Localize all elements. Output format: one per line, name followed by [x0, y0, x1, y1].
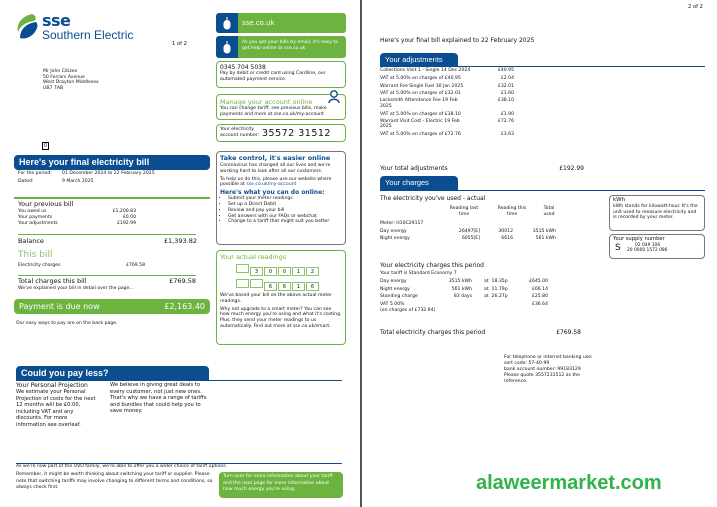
row-value: £32.01 — [497, 83, 514, 89]
address-line: West Drayton Middlesex — [43, 80, 99, 85]
projection-title: Your Personal Projection — [16, 382, 88, 389]
total-label: Total electricity charges this period — [380, 329, 486, 336]
readings-box — [216, 250, 346, 345]
kwh-text: kWh stands for kilowatt-hour. It's the unit used to measure electricity and is recorded by your meter. — [613, 203, 698, 221]
due-value: £2,163.40 — [164, 302, 205, 311]
reading-digit: 0 — [264, 267, 277, 276]
take-control-p2 — [220, 177, 342, 189]
divider — [18, 275, 196, 276]
amount: £645.00 — [529, 278, 548, 284]
usage-row — [380, 229, 580, 235]
total-label: Total charges this bill — [18, 277, 87, 285]
reading-digit: 0 — [278, 267, 291, 276]
row-value: £192.99 — [117, 220, 136, 226]
mouse-icon — [216, 36, 238, 58]
phone-note: Pay by debit or credit card using Cardline, our automated payment service. — [220, 71, 326, 82]
period-title: Your electricity charges this period — [380, 262, 484, 269]
period-total-row — [380, 329, 581, 336]
row-value: £40.95 — [497, 68, 514, 73]
page-number: 1 of 2 — [172, 41, 187, 47]
period-label: For the period: — [18, 171, 52, 176]
reading-digit: 6 — [278, 282, 291, 291]
brand-logo — [14, 12, 133, 42]
tariff-name: Your tariff is Standard Economy 7 — [380, 271, 457, 276]
payment-due-banner — [14, 299, 210, 314]
row-label: VAT at 5.00% on charges of £72.76 — [380, 132, 461, 138]
qty: 83 days — [453, 294, 472, 300]
recipient-address — [43, 69, 99, 91]
row-label: Night energy — [380, 236, 410, 242]
sse-logo-icon — [14, 12, 40, 42]
reading-digit: 2 — [306, 267, 319, 276]
adjustment-row — [380, 132, 514, 138]
take-control-box — [216, 151, 346, 245]
row-label: Day energy — [380, 278, 407, 284]
adjustment-row — [380, 76, 514, 82]
amount: £66.14 — [531, 286, 548, 292]
this-bill-title: This bill — [18, 250, 53, 260]
deals-text: We believe in giving great deals to every customer, not just new ones. That's why we have a range of tariffs and bundles that could help you to save money. — [110, 382, 207, 414]
row-label: Warrant Visit Cost - Electric 19 Feb 2025 — [380, 118, 460, 130]
previous-row — [18, 221, 136, 227]
email-note: As you get your bills by email, it's easy to get help online at sse.co.uk — [238, 36, 346, 58]
col-header: Total used — [543, 206, 555, 217]
row-value: £1.90 — [500, 111, 514, 117]
online-list — [220, 196, 342, 225]
bill-title: Here's your final electricity bill — [14, 155, 210, 170]
adjustment-row — [380, 84, 514, 90]
brand-name: sse — [42, 11, 71, 30]
vat-value: £36.64 — [531, 302, 548, 308]
my-account-link[interactable]: sse.co.uk/my-account — [246, 182, 297, 188]
row-label: Warrant Fee Single Fuel 30 Jan 2025 — [380, 83, 464, 89]
mouse-icon — [216, 13, 238, 33]
electricity-charges-row — [18, 263, 145, 269]
row-value: £1,200.83 — [112, 209, 136, 214]
total-label: Your total adjustments — [380, 165, 448, 172]
supply-line1: 02 049 106 — [635, 242, 661, 248]
supply-number-box — [609, 234, 705, 259]
row-value: £72.76 — [497, 118, 514, 124]
bill-period — [18, 171, 208, 185]
supply-line2: 20 0000 1572 086 — [627, 248, 668, 254]
readings-note1: We've based your bill on the above actual meter readings. — [220, 293, 332, 304]
manage-title: Manage your account online — [220, 98, 313, 106]
used-title: The electricity you've used - actual — [380, 195, 486, 202]
turn-over-banner: Turn over for more information about your tariff and the next page for more information about how much energy you're using. — [219, 472, 343, 498]
marker-box: 0 — [43, 143, 48, 149]
phone-box — [216, 61, 346, 88]
row-label: You owed us — [18, 209, 47, 214]
charges-table — [380, 271, 580, 314]
dated-label: Dated: — [18, 178, 34, 184]
row-label: Your adjustments — [18, 220, 58, 226]
row-label: Your payments — [18, 214, 53, 220]
total-value: £769.58 — [169, 277, 196, 285]
balance-label: Balance — [18, 237, 44, 245]
bank-line: For telephone or internet banking use: — [504, 355, 593, 360]
bank-line: Please quote 3557231512 as the reference. — [504, 373, 580, 384]
page2-heading: Here's your final bill explained to 22 February 2025 — [380, 37, 535, 44]
balance-row — [18, 237, 197, 245]
row-label: Day energy — [380, 229, 407, 235]
usage-table — [380, 206, 580, 242]
row-value: £3.63 — [500, 132, 514, 138]
row-value: £1.60 — [500, 91, 514, 97]
phone-number[interactable]: 0345 704 5038 — [220, 64, 266, 71]
bank-line: sort code: 57-40-99 — [504, 361, 550, 366]
previous-title: Your previous bill — [18, 200, 74, 208]
row-label: Collections Visit 1 - Single 14 Dec 2024 — [380, 68, 471, 73]
divider — [380, 190, 705, 191]
address-line: UB7 7AB — [43, 85, 64, 91]
website-link[interactable]: sse.co.uk — [238, 13, 346, 33]
qty: 3515 kWh — [448, 278, 472, 284]
reading-digit: 1 — [292, 282, 305, 291]
green-divider — [14, 197, 210, 199]
adjustment-row — [380, 119, 514, 131]
total-adjustments-row — [380, 165, 584, 172]
readings-note2: Why not upgrade to a smart meter? You can see how much energy you're using and what it's costing. Plus, they send your meter readings to us automatically. Find out more at sse.co.uk/smart. — [220, 306, 342, 329]
adjustment-row — [380, 98, 514, 110]
period-value: 01 December 2024 to 22 February 2025 — [62, 171, 155, 176]
reading-digit — [236, 279, 249, 288]
divider — [380, 66, 705, 67]
address-line: 50 Ferrars Avenue — [43, 74, 85, 80]
total-charges-row — [18, 277, 196, 285]
rate: at 18.35p — [484, 278, 508, 284]
charge-row — [380, 279, 580, 285]
this-reading: 6616 — [501, 236, 513, 242]
kwh-info-box — [609, 195, 705, 231]
row-value: £38.10 — [497, 98, 514, 104]
dated-value: 9 March 2025 — [62, 178, 94, 184]
ovo-note: As we're now part of the OVO family, we're able to offer you a wider choice of tariff options. — [16, 464, 228, 469]
projection-section — [16, 382, 98, 428]
charge-row — [380, 287, 580, 293]
email-banner — [216, 36, 346, 58]
supply-title: Your supply number — [613, 236, 665, 242]
reading-digit — [236, 264, 249, 273]
row-label: VAT at 5.00% on charges of £40.95 — [380, 75, 461, 81]
account-number: 35572 31512 — [262, 127, 331, 139]
due-label: Payment is due now — [19, 302, 100, 311]
p2-text: To help us do this, please use our website where possible at — [220, 176, 332, 188]
balance-value: £1,393.82 — [163, 237, 197, 245]
vat-sub: (on charges of £732.94) — [380, 307, 436, 313]
charges-title: Your charges — [380, 176, 458, 190]
take-control-title: Take control, it's easier online — [220, 154, 331, 162]
used-value: 561 kWh — [535, 236, 556, 242]
supply-letter: S — [615, 243, 621, 254]
list-item: • Get answers with our FAQs or webchat — [228, 214, 342, 220]
projection-text: We estimate your Personal Projection of costs for the next 12 months will be £0.00, including VAT and any discounts. For more information see overleaf. — [16, 389, 96, 428]
row-label: Standing charge — [380, 294, 418, 300]
list-item: • Set up a Direct Debit — [228, 202, 342, 208]
row-label: Night energy — [380, 286, 410, 292]
kwh-title: kWh — [613, 197, 626, 203]
reading-row-2 — [236, 279, 342, 291]
used-value: 3515 kWh — [532, 229, 556, 235]
pay-note: Our easy ways to pay are on the back page. — [16, 321, 118, 326]
page-divider — [360, 0, 362, 507]
rate: at 26.27p — [484, 294, 508, 300]
last-reading: 6055[E] — [461, 236, 480, 242]
row-value: £769.58 — [126, 263, 145, 268]
explained-note: We've explained your bill in detail over the page... — [18, 286, 134, 291]
adjustment-row — [380, 68, 514, 74]
readings-title: Your actual readings — [220, 253, 287, 261]
row-label: Electricity charges — [18, 263, 61, 268]
manage-text: You can change tariff, see previous bills, make payments and more at sse.co.uk/my-account — [220, 106, 327, 117]
take-control-p1: Coronavirus has changed all our lives and we're working hard to look after all our customers. — [220, 163, 331, 174]
row-label: VAT at 5.00% on charges of £38.10 — [380, 111, 461, 117]
list-item: • Change to a tariff that might suit you better — [228, 219, 342, 225]
row-label: Locksmith Attendance Fee 19 Feb 2025 — [380, 98, 458, 109]
adjustment-row — [380, 112, 514, 118]
reading-row-1 — [236, 264, 342, 276]
last-reading: 26497[E] — [458, 229, 480, 235]
total-value: £192.99 — [559, 165, 584, 172]
pay-less-title: Could you pay less? — [16, 366, 209, 380]
online-subtitle: Here's what you can do online: — [220, 189, 325, 197]
page-number: 2 of 2 — [688, 4, 703, 10]
bank-details — [504, 355, 594, 385]
qty: 561 kWh — [451, 286, 472, 292]
reading-digit: 3 — [250, 267, 263, 276]
list-item: • Review and pay your bill — [228, 208, 342, 214]
reading-digit: 1 — [292, 267, 305, 276]
reading-digit: 6 — [306, 282, 319, 291]
adjustment-row — [380, 91, 514, 97]
adjustments-title: Your adjustments — [380, 53, 458, 66]
vat-label: VAT 5.00% — [380, 302, 405, 308]
remember-note: Remember, it might be worth thinking about switching your tariff or supplier. Please note that switching tariffs may involve changing to different terms and conditions, so always check first. — [16, 472, 213, 490]
usage-header — [380, 206, 580, 218]
meter-id: Meter: H10C29117 — [380, 220, 424, 226]
brand-subtitle: Southern Electric — [42, 28, 134, 42]
col-header: Reading this time — [497, 206, 527, 217]
reading-digit: 6 — [264, 282, 277, 291]
bank-line: bank account number: 99183129 — [504, 367, 581, 372]
total-value: £769.58 — [556, 329, 581, 336]
website-banner[interactable] — [216, 13, 346, 33]
person-icon — [328, 90, 340, 103]
account-number-box — [216, 124, 346, 142]
row-value: £0.00 — [122, 214, 136, 220]
divider — [18, 234, 196, 235]
reading-digit — [250, 279, 263, 288]
manage-account-box — [216, 94, 346, 120]
charge-row — [380, 294, 580, 300]
rate: at 11.79p — [484, 286, 508, 292]
amount: £25.80 — [531, 294, 548, 300]
row-label: VAT at 5.00% on charges of £32.01 — [380, 91, 461, 97]
this-reading: 30012 — [498, 229, 513, 235]
adjustments-list — [380, 68, 514, 138]
previous-bill-section — [18, 200, 208, 226]
watermark: alaweermarket.com — [476, 472, 662, 494]
address-line: Mr John Citizen — [43, 69, 78, 74]
usage-row — [380, 236, 580, 242]
row-value: £2.04 — [500, 75, 514, 81]
account-label: Your electricity account number: — [220, 127, 260, 138]
divider — [16, 380, 342, 381]
col-header: Reading last time — [449, 206, 479, 217]
list-item: • Submit your meter readings — [228, 196, 342, 202]
